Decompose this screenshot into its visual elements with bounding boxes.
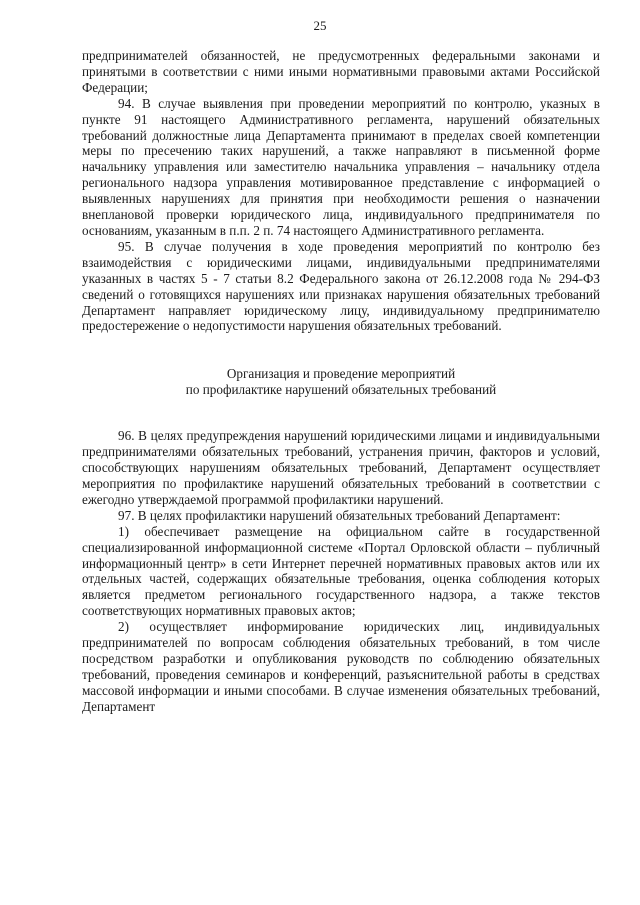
paragraph-97: 97. В целях профилактики нарушений обязательных требований Департамент:: [118, 507, 561, 523]
paragraph-94: 94. В случае выявления при проведении мероприятий по контролю, указных в пункте 91 настоящего Административного регламента, нарушений обязательных требований должностные лица Департамента принимают в пределах своей компетенции меры по пресечению таких нарушений, а также направляют в письменной форме начальнику управления или заместителю начальника управления – начальнику отдела регионального надзора управления мотивированное представление с информацией о выявленных нарушениях для принятия при необходимости решения о назначении внеплановой проверки юридического лица, индивидуального предпринимателя по основаниям, указанным в п.п. 2 п. 74 настоящего Административного регламента.: [82, 95, 600, 238]
section-heading-line-2: по профилактике нарушений обязательных требований: [185, 382, 497, 398]
paragraph-97-item-2: 2) осуществляет информирование юридических лиц, индивидуальных предпринимателей по вопросам соблюдения обязательных требований, в том числе посредством разработки и опубликования руководств по соблюдению обязательных требований, проведения семинаров и конференций, разъяснительной работы в средствах массовой информации и иными способами. В случае изменения обязательных требований, Департамент: [82, 619, 600, 714]
section-heading: [82, 366, 600, 398]
paragraph-96: 96. В целях предупреждения нарушений юридическими лицами и индивидуальными предпринимателями обязательных требований, устранения причин, факторов и условий, способствующих нарушениям обязательных требований, Департамент осуществляет мероприятия по профилактике нарушений обязательных требований в соответствии с ежегодно утверждаемой программой профилактики нарушений.: [82, 428, 600, 507]
document-body: [82, 48, 600, 715]
paragraph-97-item-1: 1) обеспечивает размещение на официальном сайте в государственной специализированной информационной системе «Портал Орловской области – публичный информационный центр» в сети Интернет перечней нормативных правовых актов или их отдельных частей, содержащих обязательные требования, оценка соблюдения которых является предметом регионального государственного надзора, а также текстов соответствующих нормативных правовых актов;: [82, 523, 600, 619]
paragraph-continuation: предпринимателей обязанностей, не предусмотренных федеральными законами и принятыми в соответствии с ними иными нормативными правовыми актами Российской Федерации;: [82, 48, 600, 95]
paragraph-95: 95. В случае получения в ходе проведения мероприятий по контролю без взаимодействия с юридическими лицами, индивидуальными предпринимателями указанных в частях 5 - 7 статьи 8.2 Федерального закона от 26.12.2008 года № 294-ФЗ сведений о готовящихся нарушениях или признаках нарушения обязательных требований Департамент направляет юридическому лицу, индивидуальному предпринимателю предостережение о недопустимости нарушения обязательных требований.: [82, 238, 600, 334]
section-heading-line-1: Организация и проведение мероприятий: [226, 366, 456, 382]
page-number: 25: [313, 18, 327, 33]
